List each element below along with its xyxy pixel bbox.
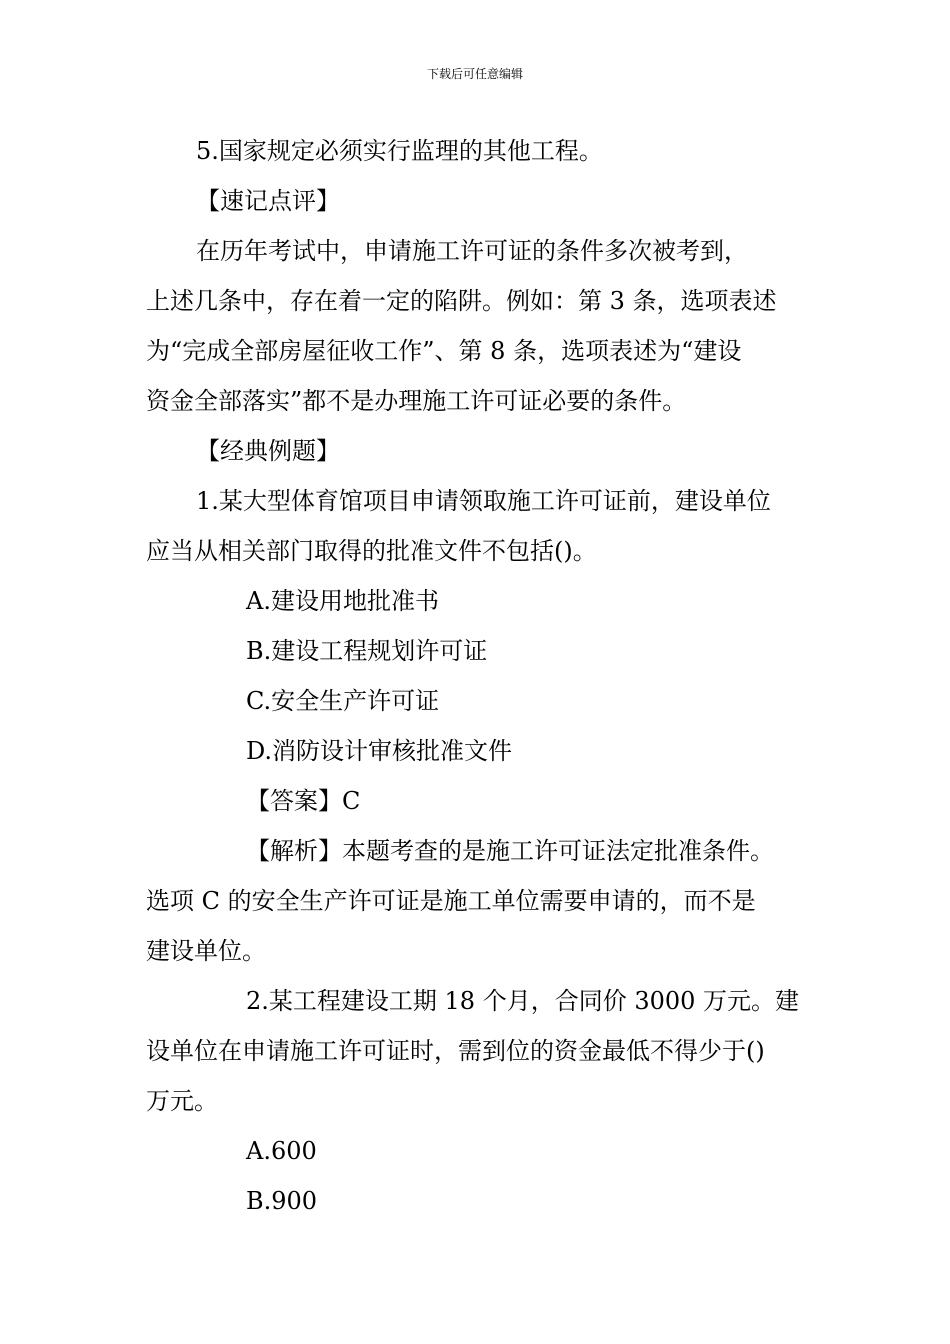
text-line: 资金全部落实”都不是办理施工许可证必要的条件。 [146,387,687,415]
analysis-line: 【解析】本题考查的是施工许可证法定批准条件。 [246,837,774,865]
option-b: B.建设工程规划许可证 [246,637,488,665]
option-a: A.600 [246,1137,317,1165]
page-header: 下载后可任意编辑 [426,67,523,81]
option-a: A.建设用地批准书 [246,587,439,615]
option-b: B.900 [246,1187,318,1215]
option-c: C.安全生产许可证 [246,687,440,715]
analysis-line: 建设单位。 [146,937,266,965]
document-body [146,126,816,1226]
answer-line: 【答案】C [246,787,361,815]
option-d: D.消防设计审核批准文件 [246,737,513,765]
text-line: 上述几条中，存在着一定的陷阱。例如：第 3 条，选项表述 [146,287,777,315]
question-line: 应当从相关部门取得的批准文件不包括()。 [146,537,597,565]
question-line: 设单位在申请施工许可证时，需到位的资金最低不得少于() [146,1037,765,1065]
analysis-line: 选项 C 的安全生产许可证是施工单位需要申请的，而不是 [146,887,756,915]
section-heading: 【经典例题】 [196,437,340,465]
question-line: 1.某大型体育馆项目申请领取施工许可证前，建设单位 [196,487,771,515]
question-line: 2.某工程建设工期 18 个月，合同价 3000 万元。建 [246,987,800,1015]
section-heading: 【速记点评】 [196,187,340,215]
text-line: 为“完成全部房屋征收工作”、第 8 条，选项表述为“建设 [146,337,742,365]
text-line: 在历年考试中，申请施工许可证的条件多次被考到， [196,237,748,265]
text-line: 5.国家规定必须实行监理的其他工程。 [196,137,603,165]
question-line: 万元。 [146,1087,218,1115]
